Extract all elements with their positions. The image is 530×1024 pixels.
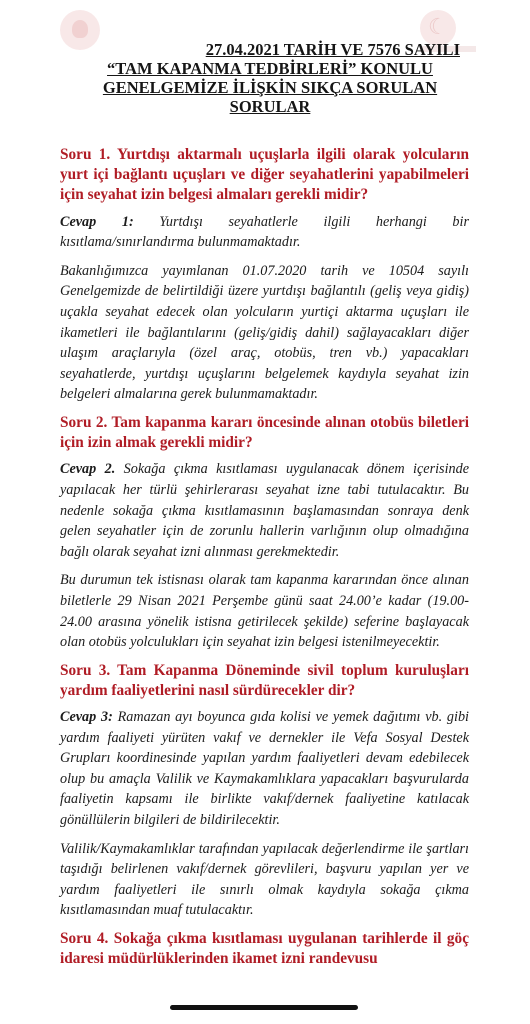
answer-3-extra: Valilik/Kaymakamlıklar tarafından yapılacak değerlendirme ile şartları taşıdığı belirlenen vakıf/dernek görevlileri, başvuru yapılan yer ve yardım faaliyetleri ile sınırlı olmak kaydıyla sokağa çıkma kısıtlamasından muaf tutulacaktır. xyxy=(60,840,469,919)
answer-text: Yurtdışı seyahatlerle ilgili herhangi bir kısıtlama/sınırlandırma bulunmamaktadır. xyxy=(60,213,469,251)
question-4: Soru 4. Sokağa çıkma kısıtlaması uygulanan tarihlerde il göç idaresi müdürlüklerinden ikamet izni randevusu xyxy=(60,930,469,968)
answer-label: Cevap 1: xyxy=(60,213,134,230)
answer-1-extra: Bakanlığımızca yayımlanan 01.07.2020 tarih ve 10504 sayılı Genelgemizde de belirtildiği üzere yurtdışı bağlantılı (geliş veya gidiş) uçakla seyahat edecek olan yolcuların yurtiçi aktarma uçuşları ile ikametleri ile bağlantılarını (geliş/gidiş dahil) sağlayacakları diğer ulaşım araçlarıyla (özel araç, otobüs, tren vb.) yapacakları seyahatlerde, yurtdışı uçuşlarını belgelemek kaydıyla seyahat izin belgeleri almalarına gerek bulunmamaktadır. xyxy=(60,262,469,403)
title-line-3: GENELGEMİZE İLİŞKİN SIKÇA SORULAN xyxy=(102,78,438,97)
answer-2-extra: Bu durumun tek istisnası olarak tam kapanma kararından önce alınan biletlerle 29 Nisan 2021 Perşembe günü saat 24.00’e kadar (19.00-24.00 arasına yönelik istisna getirilecek şekilde) seferine başlayacak olan otobüs yolculukları için seyahat izin belgesi istenilmeyecektir. xyxy=(60,572,469,651)
question-1: Soru 1. Yurtdışı aktarmalı uçuşlarla ilgili olarak yolcuların yurt içi bağlantı uçuşları ve diğer seyahatlerini yapabilmeleri için seyahat izin belgesi almaları gerekli midir? xyxy=(60,146,469,204)
answer-text: Ramazan ayı boyunca gıda kolisi ve yemek dağıtımı vb. gibi yardım faaliyeti yürüten vakıf ve dernekler ile Vefa Sosyal Destek Grupları koordinesinde yapılan yardım faaliyetleri devam edebilecek olup bu amaçla Valilik ve Kaymakamlıklara yapacakları başvurularda faaliyetin kapsamı ile birlikte vakıf/dernek faaliyetine katılacak gönüllülerin bilgileri de bildirilecektir. xyxy=(60,709,469,829)
answer-text: Sokağa çıkma kısıtlaması uygulanacak dönem içerisinde yapılacak her türlü şehirlerarası seyahat izne tabi tutulacaktır. Bu nedenle sokağa çıkma kısıtlamasının başlamasından sonraya denk gelen seyahatler için de zorunlu hallerin varlığının olup olmadığına bağlı olarak seyahat izni alınması gerekmektedir. xyxy=(60,461,469,560)
document-title xyxy=(60,40,480,116)
answer-3 xyxy=(60,707,469,831)
question-3: Soru 3. Tam Kapanma Döneminde sivil toplum kuruluşları yardım faaliyetlerini nasıl sürdürecekler dir? xyxy=(60,661,469,699)
question-2: Soru 2. Tam kapanma kararı öncesinde alınan otobüs biletleri için izin almak gerekli midir? xyxy=(60,413,469,452)
answer-1 xyxy=(60,212,469,253)
home-indicator[interactable] xyxy=(170,1005,358,1010)
answer-2 xyxy=(60,459,469,562)
title-line-4: SORULAR xyxy=(229,97,311,116)
title-line-2: “TAM KAPANMA TEDBİRLERİ” KONULU xyxy=(107,59,433,78)
title-line-1: 27.04.2021 TARİH VE 7576 SAYILI xyxy=(205,40,460,59)
answer-label: Cevap 2. xyxy=(60,461,116,478)
answer-label: Cevap 3: xyxy=(60,709,113,726)
faq-content xyxy=(60,145,469,975)
